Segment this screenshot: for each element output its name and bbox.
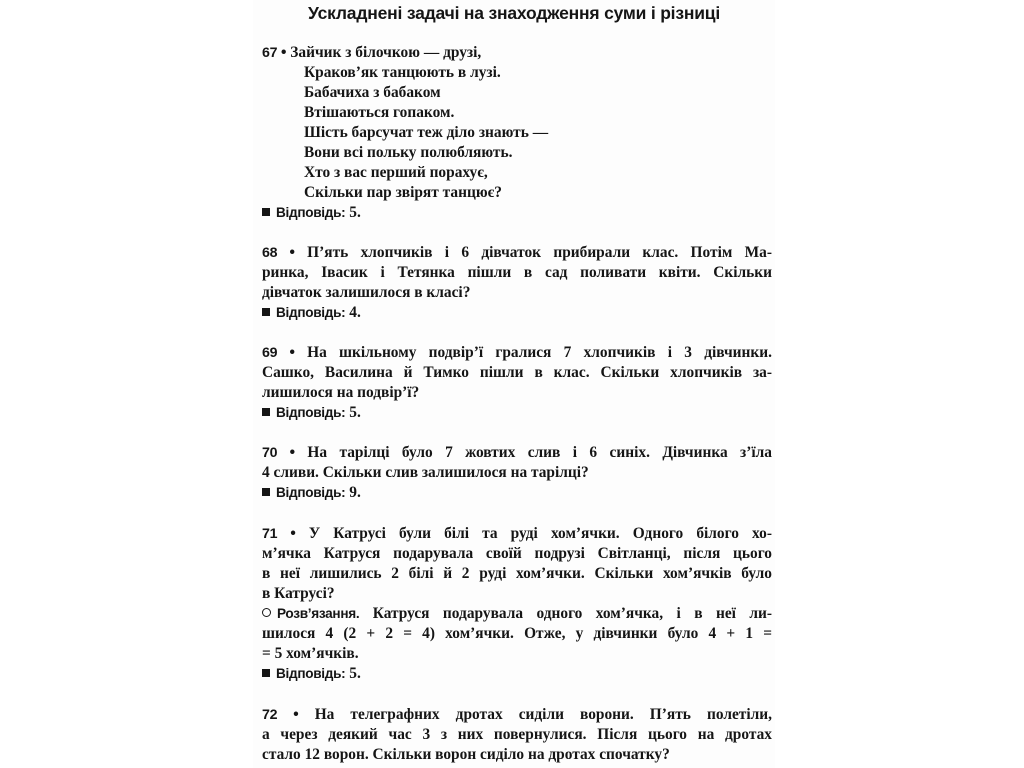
answer-value: 5. bbox=[349, 404, 361, 421]
solution-text: Катруся подарувала одного хом’ячка, і в неї ли- bbox=[372, 605, 772, 622]
poem-line: Бабачиха з бабаком bbox=[304, 84, 441, 101]
problem-line bbox=[262, 343, 772, 363]
problem-text: в неї лишились 2 білі й 2 руді хом’ячки. Скільки хом’ячків було bbox=[262, 565, 772, 582]
problem-text: м’ячка Катруся подарувала своїй подрузі Світланці, після цього bbox=[262, 545, 772, 562]
problem-number: 70 bbox=[262, 445, 278, 461]
answer-label: Відповідь: bbox=[276, 305, 346, 320]
answer-label: Відповідь: bbox=[276, 205, 346, 220]
problem-70 bbox=[262, 443, 772, 503]
solution-text: шилося 4 (2 + 2 = 4) хом’ячки. Отже, у дівчинки було 4 + 1 = bbox=[262, 625, 772, 642]
answer-label: Відповідь: bbox=[276, 405, 346, 420]
solution-marker-icon bbox=[262, 608, 271, 617]
poem-line: Скільки пар звірят танцює? bbox=[304, 184, 502, 201]
problem-line bbox=[262, 443, 772, 463]
problem-line bbox=[262, 243, 772, 263]
answer-marker-icon bbox=[262, 308, 270, 316]
problem-text: а через деякий час 3 з них повернулися. Після цього на дротах bbox=[262, 726, 772, 743]
problem-text: 4 сливи. Скільки слив залишилося на тарілці? bbox=[262, 464, 589, 481]
problem-67 bbox=[262, 43, 772, 223]
answer-line bbox=[262, 664, 772, 684]
problem-text: в Катрусі? bbox=[262, 585, 335, 602]
problem-71 bbox=[262, 524, 772, 684]
poem-line: Шість барсучат теж діло знають — bbox=[304, 124, 549, 141]
answer-value: 5. bbox=[349, 204, 361, 221]
problem-69 bbox=[262, 343, 772, 423]
poem-line: Краков’як танцюють в лузі. bbox=[304, 64, 501, 81]
problem-text: ринка, Івасик і Тетянка пішли в сад поливати квіти. Скільки bbox=[262, 264, 772, 281]
problem-text: лишилося на подвір’ї? bbox=[262, 384, 420, 401]
bullet-dot: • bbox=[290, 525, 296, 542]
answer-value: 5. bbox=[349, 665, 361, 682]
answer-marker-icon bbox=[262, 669, 270, 677]
poem-line: Вони всі польку полюбляють. bbox=[304, 144, 513, 161]
solution-label: Розв’язання. bbox=[277, 606, 360, 621]
bullet-dot: • bbox=[289, 244, 295, 261]
problem-line bbox=[262, 524, 772, 544]
bullet-dot: • bbox=[289, 444, 295, 461]
problem-number: 71 bbox=[262, 526, 278, 542]
page-heading: Ускладнені задачі на знаходження суми і різниці bbox=[307, 3, 720, 23]
answer-marker-icon bbox=[262, 208, 270, 216]
answer-marker-icon bbox=[262, 408, 270, 416]
problem-number: 69 bbox=[262, 345, 278, 361]
bullet-dot: • bbox=[293, 706, 299, 723]
solution-line bbox=[262, 604, 772, 624]
poem-line: Зайчик з білочкою — друзі, bbox=[290, 44, 482, 61]
answer-line bbox=[262, 203, 772, 223]
problem-text: У Катрусі були білі та руді хом’ячки. Одного білого хо- bbox=[308, 525, 772, 542]
problem-text: На шкільному подвір’ї гралися 7 хлопчиків і 3 дівчинки. bbox=[307, 344, 772, 361]
bullet-dot: • bbox=[289, 344, 295, 361]
problem-72 bbox=[262, 705, 772, 765]
answer-label: Відповідь: bbox=[276, 666, 346, 681]
answer-value: 4. bbox=[349, 304, 361, 321]
answer-value: 9. bbox=[349, 484, 361, 501]
bullet-dot: • bbox=[281, 44, 287, 61]
poem-line: Хто з вас перший порахує, bbox=[304, 164, 488, 181]
answer-line bbox=[262, 483, 772, 503]
problem-line bbox=[262, 43, 772, 63]
solution-text: = 5 хом’ячків. bbox=[262, 645, 359, 662]
problem-number: 67 bbox=[262, 45, 278, 61]
answer-line bbox=[262, 303, 772, 323]
problem-text: На телеграфних дротах сиділи ворони. П’ять полетіли, bbox=[314, 706, 772, 723]
problem-text: дівчаток залишилося в класі? bbox=[262, 284, 471, 301]
answer-marker-icon bbox=[262, 488, 270, 496]
problem-number: 68 bbox=[262, 245, 278, 261]
answer-line bbox=[262, 403, 772, 423]
problem-68 bbox=[262, 243, 772, 323]
problem-number: 72 bbox=[262, 707, 278, 723]
problem-text: Сашко, Василина й Тимко пішли в клас. Скільки хлопчиків за- bbox=[262, 364, 772, 381]
problem-line bbox=[262, 705, 772, 725]
poem-line: Втішаються гопаком. bbox=[304, 104, 455, 121]
problem-text: стало 12 ворон. Скільки ворон сиділо на дротах спочатку? bbox=[262, 746, 670, 763]
problem-text: На тарілці було 7 жовтих слив і 6 синіх. Дівчинка з’їла bbox=[307, 444, 772, 461]
problem-text: П’ять хлопчиків і 6 дівчаток прибирали клас. Потім Ма- bbox=[307, 244, 772, 261]
answer-label: Відповідь: bbox=[276, 485, 346, 500]
